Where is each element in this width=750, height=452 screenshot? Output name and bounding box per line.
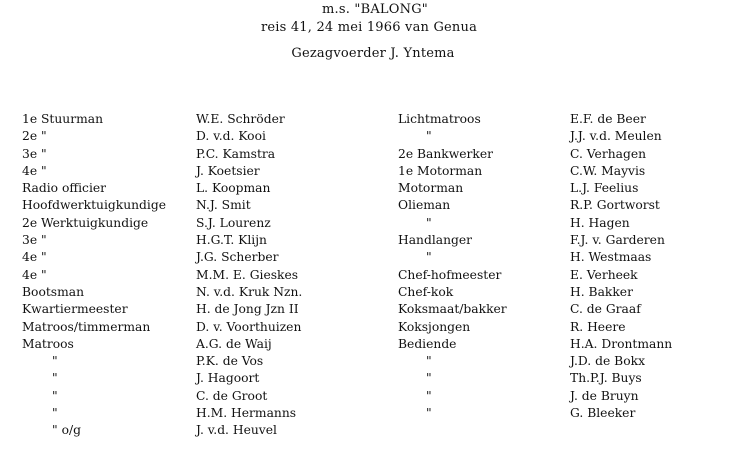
list-item bbox=[196, 336, 302, 353]
list-item bbox=[398, 405, 507, 422]
list-item bbox=[398, 284, 507, 301]
list-item bbox=[570, 267, 672, 284]
rank-label: 1e Stuurman bbox=[22, 112, 104, 126]
list-item bbox=[570, 301, 672, 318]
list-item bbox=[196, 146, 302, 163]
list-item bbox=[22, 111, 166, 128]
crew-name: R. Heere bbox=[570, 319, 626, 334]
crew-name: C. Verhagen bbox=[570, 146, 647, 161]
list-item bbox=[398, 388, 507, 405]
rank-label: 4e " bbox=[22, 250, 47, 265]
list-item bbox=[22, 267, 166, 284]
list-item bbox=[196, 232, 302, 249]
list-item bbox=[398, 249, 507, 266]
rank-label: Bediende bbox=[398, 336, 457, 351]
crew-name: A.G. de Waij bbox=[196, 336, 272, 351]
crew-name: H. Westmaas bbox=[570, 250, 652, 265]
crew-name: J.D. de Bokx bbox=[570, 354, 646, 369]
list-item bbox=[22, 197, 166, 214]
list-item bbox=[570, 353, 672, 370]
rank-label: Koksjongen bbox=[398, 319, 471, 334]
rank-label: " bbox=[426, 388, 432, 403]
list-item bbox=[570, 111, 672, 128]
crew-name: P.K. de Vos bbox=[196, 354, 264, 369]
crew-name: H.M. Hermanns bbox=[196, 406, 297, 421]
list-item bbox=[398, 197, 507, 214]
list-item bbox=[570, 128, 672, 145]
list-item bbox=[570, 405, 672, 422]
list-item bbox=[570, 180, 672, 197]
rank-label: Kwartiermeester bbox=[22, 302, 128, 317]
list-item bbox=[570, 336, 672, 353]
ship-name: m.s. "BALONG" bbox=[322, 2, 428, 17]
rank-label: 3e " bbox=[22, 146, 47, 161]
crew-name: F.J. v. Garderen bbox=[570, 233, 665, 248]
rank-label: " bbox=[426, 371, 432, 386]
list-item bbox=[398, 163, 507, 180]
list-item bbox=[22, 319, 166, 336]
crew-name: J.J. v.d. Meulen bbox=[570, 129, 662, 144]
crew-name: N.J. Smit bbox=[196, 198, 251, 213]
list-item bbox=[398, 232, 507, 249]
rank-label: " bbox=[426, 250, 432, 265]
crew-name: J. Koetsier bbox=[196, 163, 260, 178]
list-item bbox=[398, 301, 507, 318]
list-item bbox=[22, 180, 166, 197]
crew-name: N. v.d. Kruk Nzn. bbox=[196, 284, 303, 299]
list-item bbox=[22, 370, 166, 387]
crew-name: R.P. Gortworst bbox=[570, 198, 660, 213]
crew-name: H.G.T. Klijn bbox=[196, 233, 267, 248]
list-item bbox=[22, 232, 166, 249]
list-item bbox=[22, 405, 166, 422]
list-item bbox=[570, 215, 672, 232]
list-item bbox=[22, 163, 166, 180]
rank-label: " bbox=[52, 388, 58, 403]
rank-label: " bbox=[426, 406, 432, 421]
crew-name: W.E. Schröder bbox=[196, 112, 285, 126]
crew-name: C.W. Mayvis bbox=[570, 163, 646, 178]
voyage-info: reis 41, 24 mei 1966 van Genua bbox=[260, 20, 478, 35]
list-item bbox=[570, 232, 672, 249]
crew-name: C. de Groot bbox=[196, 388, 268, 403]
rank-label: Bootsman bbox=[22, 284, 85, 299]
list-item bbox=[570, 319, 672, 336]
rank-label: Chef-kok bbox=[398, 284, 454, 299]
list-item bbox=[398, 267, 507, 284]
list-item bbox=[22, 284, 166, 301]
crew-name: C. de Graaf bbox=[570, 302, 641, 317]
list-item bbox=[570, 249, 672, 266]
crew-name: H. de Jong Jzn II bbox=[196, 302, 299, 317]
rank-label: Motorman bbox=[398, 181, 464, 196]
crew-name: H.A. Drontmann bbox=[570, 336, 673, 351]
list-item bbox=[196, 111, 302, 128]
left-ranks-column bbox=[22, 111, 166, 440]
list-item bbox=[398, 353, 507, 370]
captain-line: Gezagvoerder J. Yntema bbox=[291, 46, 455, 61]
list-item bbox=[22, 353, 166, 370]
list-item bbox=[570, 197, 672, 214]
rank-label: " bbox=[52, 406, 58, 421]
list-item bbox=[22, 336, 166, 353]
left-names-column bbox=[196, 111, 302, 440]
right-ranks-column bbox=[398, 111, 507, 422]
list-item bbox=[22, 249, 166, 266]
list-item bbox=[570, 284, 672, 301]
crew-name: G. Bleeker bbox=[570, 406, 636, 421]
crew-name: L.J. Feelius bbox=[570, 181, 639, 196]
crew-name: J. Hagoort bbox=[196, 371, 260, 386]
rank-label: Olieman bbox=[398, 198, 451, 213]
rank-label: 1e Motorman bbox=[398, 163, 483, 178]
crew-name: J. de Bruyn bbox=[570, 388, 639, 403]
list-item bbox=[398, 336, 507, 353]
list-item bbox=[196, 215, 302, 232]
rank-label: 2e Werktuigkundige bbox=[22, 215, 149, 230]
crew-name: M.M. E. Gieskes bbox=[196, 267, 299, 282]
rank-label: " bbox=[426, 354, 432, 369]
rank-label: " bbox=[426, 129, 432, 144]
crew-name: L. Koopman bbox=[196, 181, 271, 196]
crew-name: Th.P.J. Buys bbox=[570, 371, 642, 386]
rank-label: Handlanger bbox=[398, 233, 473, 248]
list-item bbox=[22, 146, 166, 163]
list-item bbox=[570, 370, 672, 387]
rank-label: Radio officier bbox=[22, 181, 107, 196]
list-item bbox=[398, 180, 507, 197]
crew-name: E. Verheek bbox=[570, 267, 638, 282]
list-item bbox=[398, 319, 507, 336]
rank-label: Matroos bbox=[22, 336, 74, 351]
list-item bbox=[196, 180, 302, 197]
list-item bbox=[22, 422, 166, 439]
crew-name: D. v. Voorthuizen bbox=[196, 319, 302, 334]
list-item bbox=[22, 388, 166, 405]
list-item bbox=[398, 128, 507, 145]
list-item bbox=[570, 146, 672, 163]
right-names-column bbox=[570, 111, 672, 422]
list-item bbox=[196, 128, 302, 145]
list-item bbox=[196, 319, 302, 336]
crew-name: P.C. Kamstra bbox=[196, 146, 276, 161]
list-item bbox=[196, 353, 302, 370]
crew-name: S.J. Lourenz bbox=[196, 215, 271, 230]
rank-label: Chef-hofmeester bbox=[398, 267, 502, 282]
crew-name: E.F. de Beer bbox=[570, 112, 646, 126]
crew-name: J.G. Scherber bbox=[196, 250, 279, 265]
rank-label: 4e " bbox=[22, 267, 47, 282]
list-item bbox=[398, 215, 507, 232]
list-item bbox=[196, 267, 302, 284]
rank-label: " o/g bbox=[52, 423, 81, 438]
list-item bbox=[22, 301, 166, 318]
rank-label: Lichtmatroos bbox=[398, 112, 481, 126]
list-item bbox=[196, 422, 302, 439]
list-item bbox=[196, 405, 302, 422]
list-item bbox=[196, 163, 302, 180]
list-item bbox=[570, 388, 672, 405]
list-item bbox=[196, 370, 302, 387]
rank-label: 4e " bbox=[22, 163, 47, 178]
crew-name: J. v.d. Heuvel bbox=[196, 423, 277, 438]
rank-label: 2e " bbox=[22, 129, 47, 144]
list-item bbox=[22, 128, 166, 145]
list-item bbox=[196, 284, 302, 301]
crew-name: D. v.d. Kooi bbox=[196, 129, 266, 144]
list-item bbox=[196, 388, 302, 405]
rank-label: Koksmaat/bakker bbox=[398, 302, 507, 317]
rank-label: Matroos/timmerman bbox=[22, 319, 151, 334]
rank-label: 3e " bbox=[22, 233, 47, 248]
crew-name: H. Hagen bbox=[570, 215, 630, 230]
list-item bbox=[196, 197, 302, 214]
crew-name: H. Bakker bbox=[570, 284, 633, 299]
list-item bbox=[22, 215, 166, 232]
rank-label: 2e Bankwerker bbox=[398, 146, 494, 161]
list-item bbox=[398, 146, 507, 163]
list-item bbox=[570, 163, 672, 180]
rank-label: " bbox=[52, 371, 58, 386]
rank-label: " bbox=[426, 215, 432, 230]
list-item bbox=[398, 111, 507, 128]
list-item bbox=[196, 301, 302, 318]
list-item bbox=[196, 249, 302, 266]
list-item bbox=[398, 370, 507, 387]
rank-label: " bbox=[52, 354, 58, 369]
rank-label: Hoofdwerktuigkundige bbox=[22, 198, 166, 213]
